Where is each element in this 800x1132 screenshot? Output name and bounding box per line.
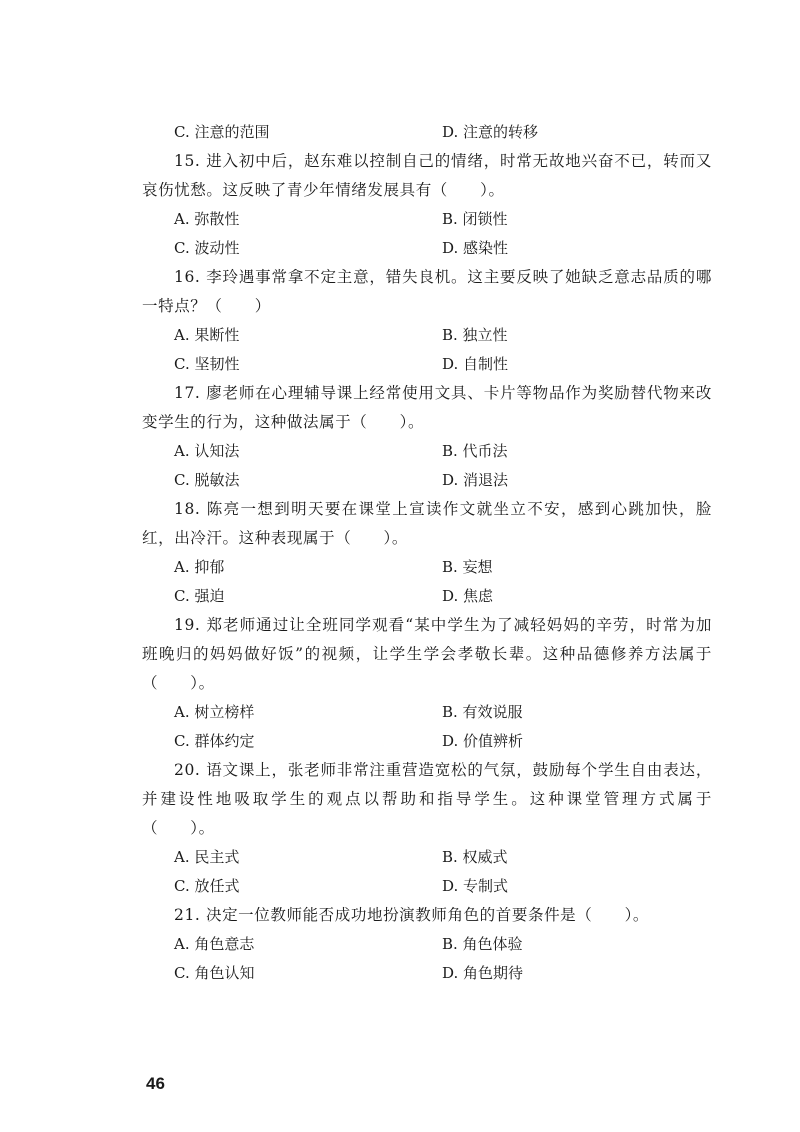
option-b: B. 有效说服 — [442, 703, 523, 721]
option-row — [142, 930, 712, 959]
option-row — [142, 205, 712, 234]
option-b: B. 权威式 — [442, 848, 508, 866]
option-d: D. 价值辨析 — [442, 732, 524, 750]
option-row — [142, 321, 712, 350]
option-a: A. 角色意志 — [174, 935, 255, 953]
page-number: 46 — [146, 1074, 165, 1093]
option-row — [142, 234, 712, 263]
option-c: C. 角色认知 — [174, 964, 255, 982]
option-a: A. 果断性 — [174, 326, 240, 344]
option-row — [142, 350, 712, 379]
question-21-stem: 21. 决定一位教师能否成功地扮演教师角色的首要条件是（ ）。 — [174, 906, 650, 924]
option-row — [142, 437, 712, 466]
option-row — [142, 727, 712, 756]
question-19-stem: 19. 郑老师通过让全班同学观看“某中学生为了减轻妈妈的辛劳，时常为加班晚归的妈妈做好饭”的视频，让学生学会孝敬长辈。这种品德修养方法属于（ ）。 — [142, 616, 712, 692]
option-d: D. 角色期待 — [442, 964, 524, 982]
option-row — [142, 872, 712, 901]
option-a: A. 弥散性 — [174, 210, 240, 228]
option-b: B. 独立性 — [442, 326, 508, 344]
option-c: C. 强迫 — [174, 587, 225, 605]
option-row — [142, 698, 712, 727]
question-17-stem: 17. 廖老师在心理辅导课上经常使用文具、卡片等物品作为奖励替代物来改变学生的行为，这种做法属于（ ）。 — [142, 384, 712, 431]
option-c: C. 注意的范围 — [174, 123, 270, 141]
option-d: D. 感染性 — [442, 239, 509, 257]
option-row — [142, 553, 712, 582]
option-a: A. 认知法 — [174, 442, 240, 460]
option-row — [142, 466, 712, 495]
question-list — [142, 118, 712, 988]
option-d: D. 焦虑 — [442, 587, 494, 605]
option-c: C. 放任式 — [174, 877, 240, 895]
option-d: D. 消退法 — [442, 471, 509, 489]
option-row — [142, 843, 712, 872]
option-row — [142, 582, 712, 611]
option-a: A. 树立榜样 — [174, 703, 255, 721]
option-b: B. 闭锁性 — [442, 210, 508, 228]
question-15-stem: 15. 进入初中后，赵东难以控制自己的情绪，时常无故地兴奋不已，转而又哀伤忧愁。这反映了青少年情绪发展具有（ ）。 — [142, 152, 712, 199]
option-row — [142, 959, 712, 988]
option-c: C. 群体约定 — [174, 732, 255, 750]
option-c: C. 坚韧性 — [174, 355, 240, 373]
option-c: C. 脱敏法 — [174, 471, 240, 489]
question-20-stem: 20. 语文课上，张老师非常注重营造宽松的气氛，鼓励每个学生自由表达，并建设性地吸取学生的观点以帮助和指导学生。这种课堂管理方式属于（ ）。 — [142, 761, 712, 837]
option-d: D. 专制式 — [442, 877, 509, 895]
question-18-stem: 18. 陈亮一想到明天要在课堂上宣读作文就坐立不安，感到心跳加快，脸红，出冷汗。这种表现属于（ ）。 — [142, 500, 712, 547]
option-row — [142, 118, 712, 147]
option-b: B. 妄想 — [442, 558, 493, 576]
option-d: D. 自制性 — [442, 355, 509, 373]
question-16-stem: 16. 李玲遇事常拿不定主意，错失良机。这主要反映了她缺乏意志品质的哪一特点？（ ） — [142, 268, 712, 315]
option-a: A. 民主式 — [174, 848, 240, 866]
option-c: C. 波动性 — [174, 239, 240, 257]
option-b: B. 代币法 — [442, 442, 508, 460]
option-b: B. 角色体验 — [442, 935, 523, 953]
option-a: A. 抑郁 — [174, 558, 225, 576]
option-d: D. 注意的转移 — [442, 123, 539, 141]
